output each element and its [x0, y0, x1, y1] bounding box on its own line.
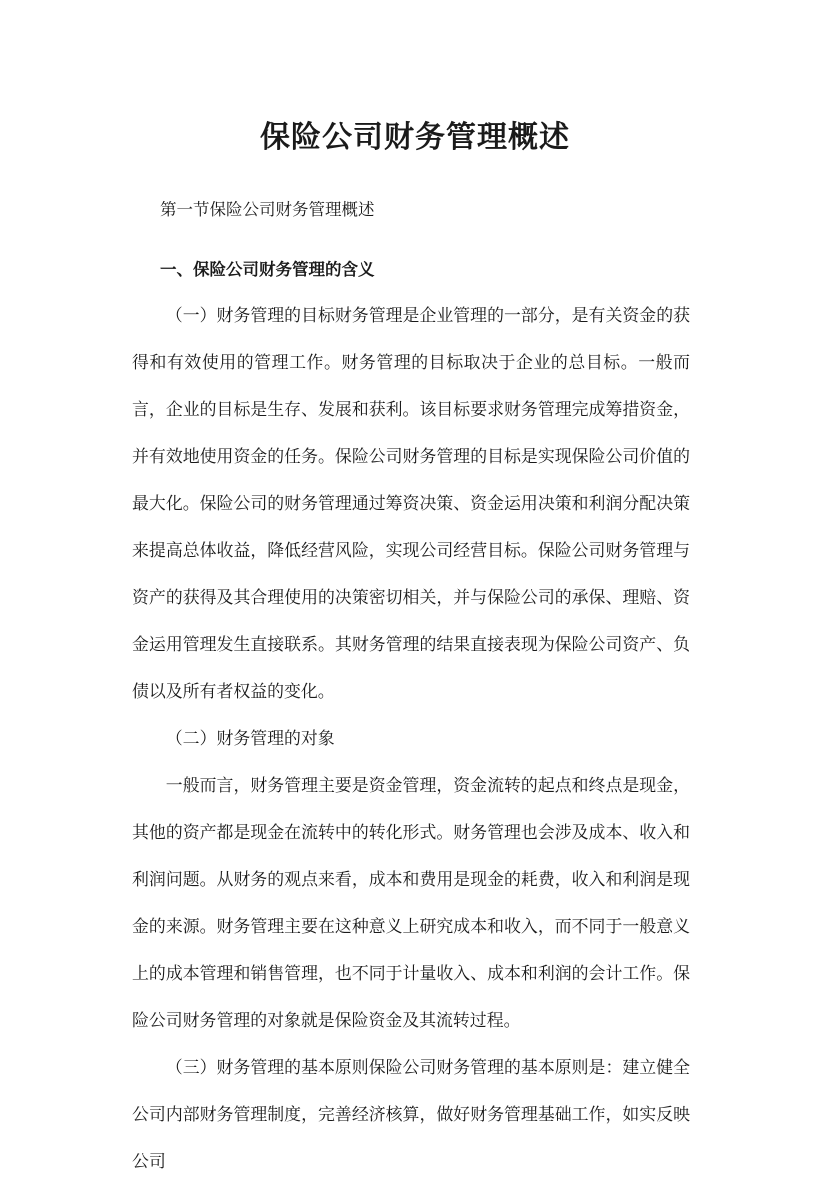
- document-title: 保险公司财务管理概述: [260, 120, 570, 155]
- section-title: 第一节保险公司财务管理概述: [160, 200, 375, 219]
- paragraph: （二）财务管理的对象: [165, 728, 335, 748]
- paragraph: （三）财务管理的基本原则保险公司财务管理的基本原则是：建立健全公司内部财务管理制度，完善经济核算，做好财务管理基础工作，如实反映公司: [132, 1057, 690, 1171]
- paragraph: 一般而言，财务管理主要是资金管理，资金流转的起点和终点是现金，其他的资产都是现金在流转中的转化形式。财务管理也会涉及成本、收入和利润问题。从财务的观点来看，成本和费用是现金的耗费，收入和利润是现金的来源。财务管理主要在这种意义上研究成本和收入，而不同于一般意义上的成本管理和销售管理，也不同于计量收入、成本和利润的会计工作。保险公司财务管理的对象就是保险资金及其流转过程。: [132, 775, 690, 1030]
- paragraph: （一）财务管理的目标财务管理是企业管理的一部分，是有关资金的获得和有效使用的管理工作。财务管理的目标取决于企业的总目标。一般而言，企业的目标是生存、发展和获利。该目标要求财务管理完成筹措资金，并有效地使用资金的任务。保险公司财务管理的目标是实现保险公司价值的最大化。保险公司的财务管理通过筹资决策、资金运用决策和利润分配决策来提高总体收益，降低经营风险，实现公司经营目标。保险公司财务管理与资产的获得及其合理使用的决策密切相关，并与保险公司的承保、理赔、资金运用管理发生直接联系。其财务管理的结果直接表现为保险公司资产、负债以及所有者权益的变化。: [132, 305, 690, 701]
- document-body: [132, 292, 690, 1185]
- section-heading: 一、保险公司财务管理的含义: [160, 260, 375, 279]
